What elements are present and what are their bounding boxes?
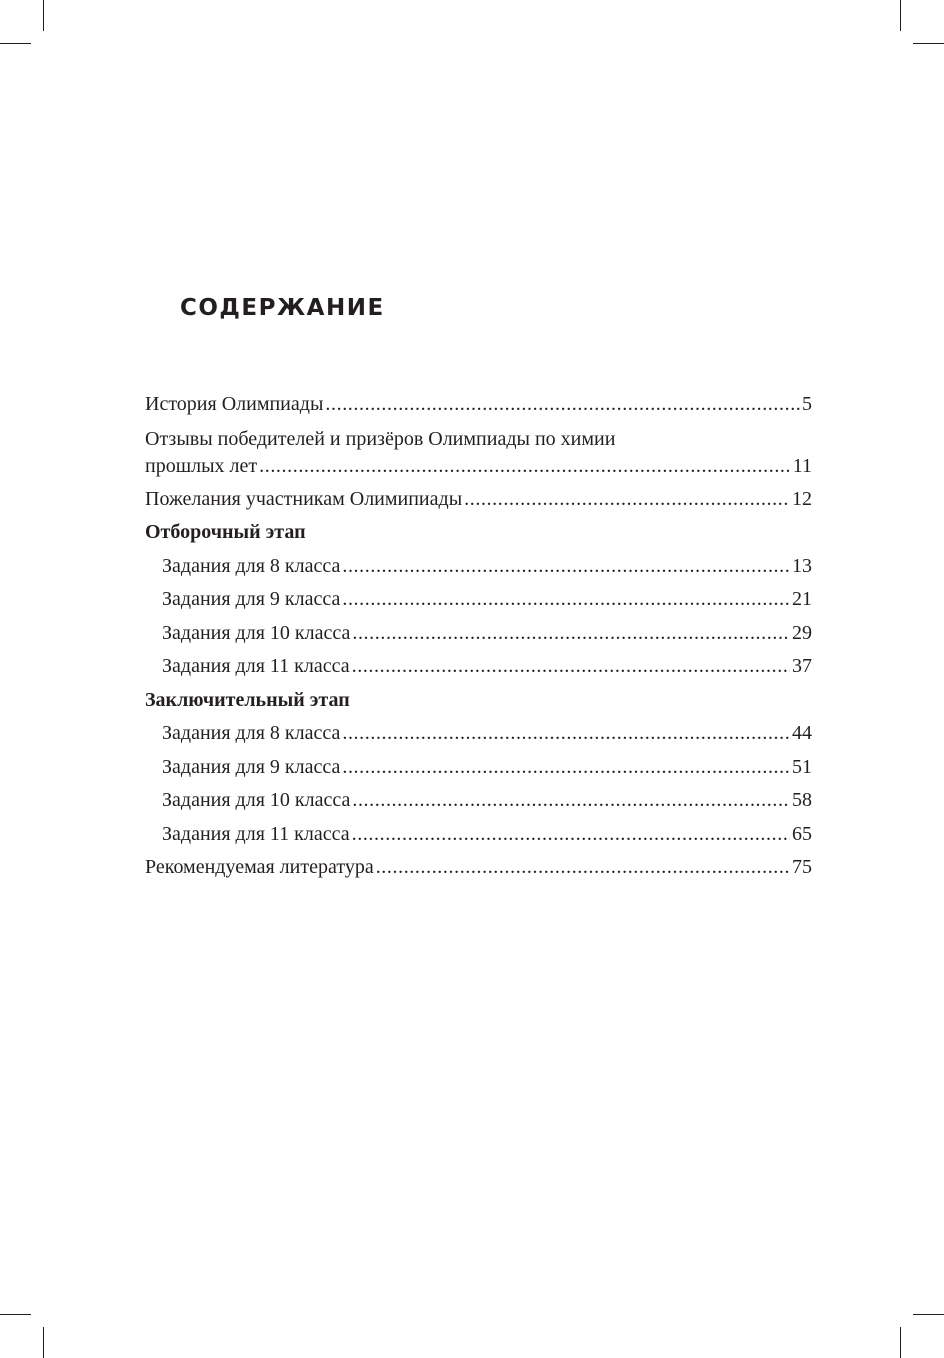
toc-page-number: 21 [792,588,812,610]
toc-entry-title-line1: Отзывы победителей и призёров Олимпиады по химии [145,427,616,450]
toc-entry-qualifying-grade-8[interactable] [145,550,812,584]
toc-page-number: 37 [792,655,812,677]
toc-entry-title-line2: прошлых лет [145,454,258,477]
crop-mark-bottom-left-vertical [43,1327,44,1358]
toc-entry-final-grade-9[interactable] [145,751,812,785]
toc-page-number: 29 [792,621,812,644]
toc-entry-title: Задания для 8 класса [162,722,341,744]
crop-mark-bottom-right-horizontal [913,1314,944,1315]
toc-entry-title: Пожелания участникам Олимипиады [145,487,463,510]
crop-mark-top-right-horizontal [913,43,944,44]
toc-entry-final-grade-8[interactable] [145,717,812,751]
toc-page-number: 51 [792,755,812,778]
toc-entry-title: Рекомендуемая литература [145,856,374,878]
dot-leader [342,550,790,584]
dot-leader [352,617,790,651]
toc-entry-wishes[interactable] [145,483,812,517]
toc-entry-title: Задания для 11 класса [162,822,350,845]
crop-mark-top-left-vertical [43,0,44,31]
toc-entry-title: Задания для 10 класса [162,621,351,644]
toc-page-number: 75 [792,856,812,878]
dot-leader [259,453,791,480]
dot-leader [352,650,790,684]
dot-leader [352,818,790,852]
dot-leader [352,784,790,818]
toc-entry-qualifying-grade-10[interactable] [145,617,812,651]
toc-section-final[interactable] [145,684,812,718]
dot-leader [376,851,790,885]
toc-page-number: 12 [792,487,812,510]
dot-leader [464,483,790,517]
toc-entry-final-grade-11[interactable] [145,818,812,852]
dot-leader [342,751,790,785]
dot-leader [342,583,790,617]
toc-entry-final-grade-10[interactable] [145,784,812,818]
toc-entry-title: Задания для 9 класса [162,755,341,778]
toc-section-title: Отборочный этап [145,521,306,543]
dot-leader [342,717,790,751]
page-title: СОДЕРЖАНИЕ [180,295,385,321]
toc-entry-title: История Олимпиады [145,393,324,415]
toc-section-qualifying[interactable] [145,516,812,550]
toc-page-number: 44 [792,722,812,744]
crop-mark-bottom-left-horizontal [0,1314,31,1315]
table-of-contents [145,388,812,885]
toc-entry-title: Задания для 10 класса [162,789,351,811]
toc-section-title: Заключительный этап [145,688,350,711]
toc-entry-qualifying-grade-11[interactable] [145,650,812,684]
toc-entry-title: Задания для 9 класса [162,588,341,610]
toc-page-number: 5 [802,393,812,415]
toc-page-number: 58 [792,789,812,811]
crop-mark-top-left-horizontal [0,43,31,44]
toc-entry-title: Задания для 11 класса [162,655,350,677]
toc-entry-literature[interactable] [145,851,812,885]
toc-entry-qualifying-grade-9[interactable] [145,583,812,617]
toc-page-number: 13 [792,554,812,577]
toc-page-number: 11 [792,454,812,477]
toc-page-number: 65 [792,822,812,845]
crop-mark-bottom-right-vertical [900,1327,901,1358]
toc-entry-history[interactable] [145,388,812,422]
toc-entry-title: Задания для 8 класса [162,554,341,577]
crop-mark-top-right-vertical [900,0,901,31]
toc-entry-reviews[interactable] [145,426,812,480]
dot-leader [325,388,800,422]
